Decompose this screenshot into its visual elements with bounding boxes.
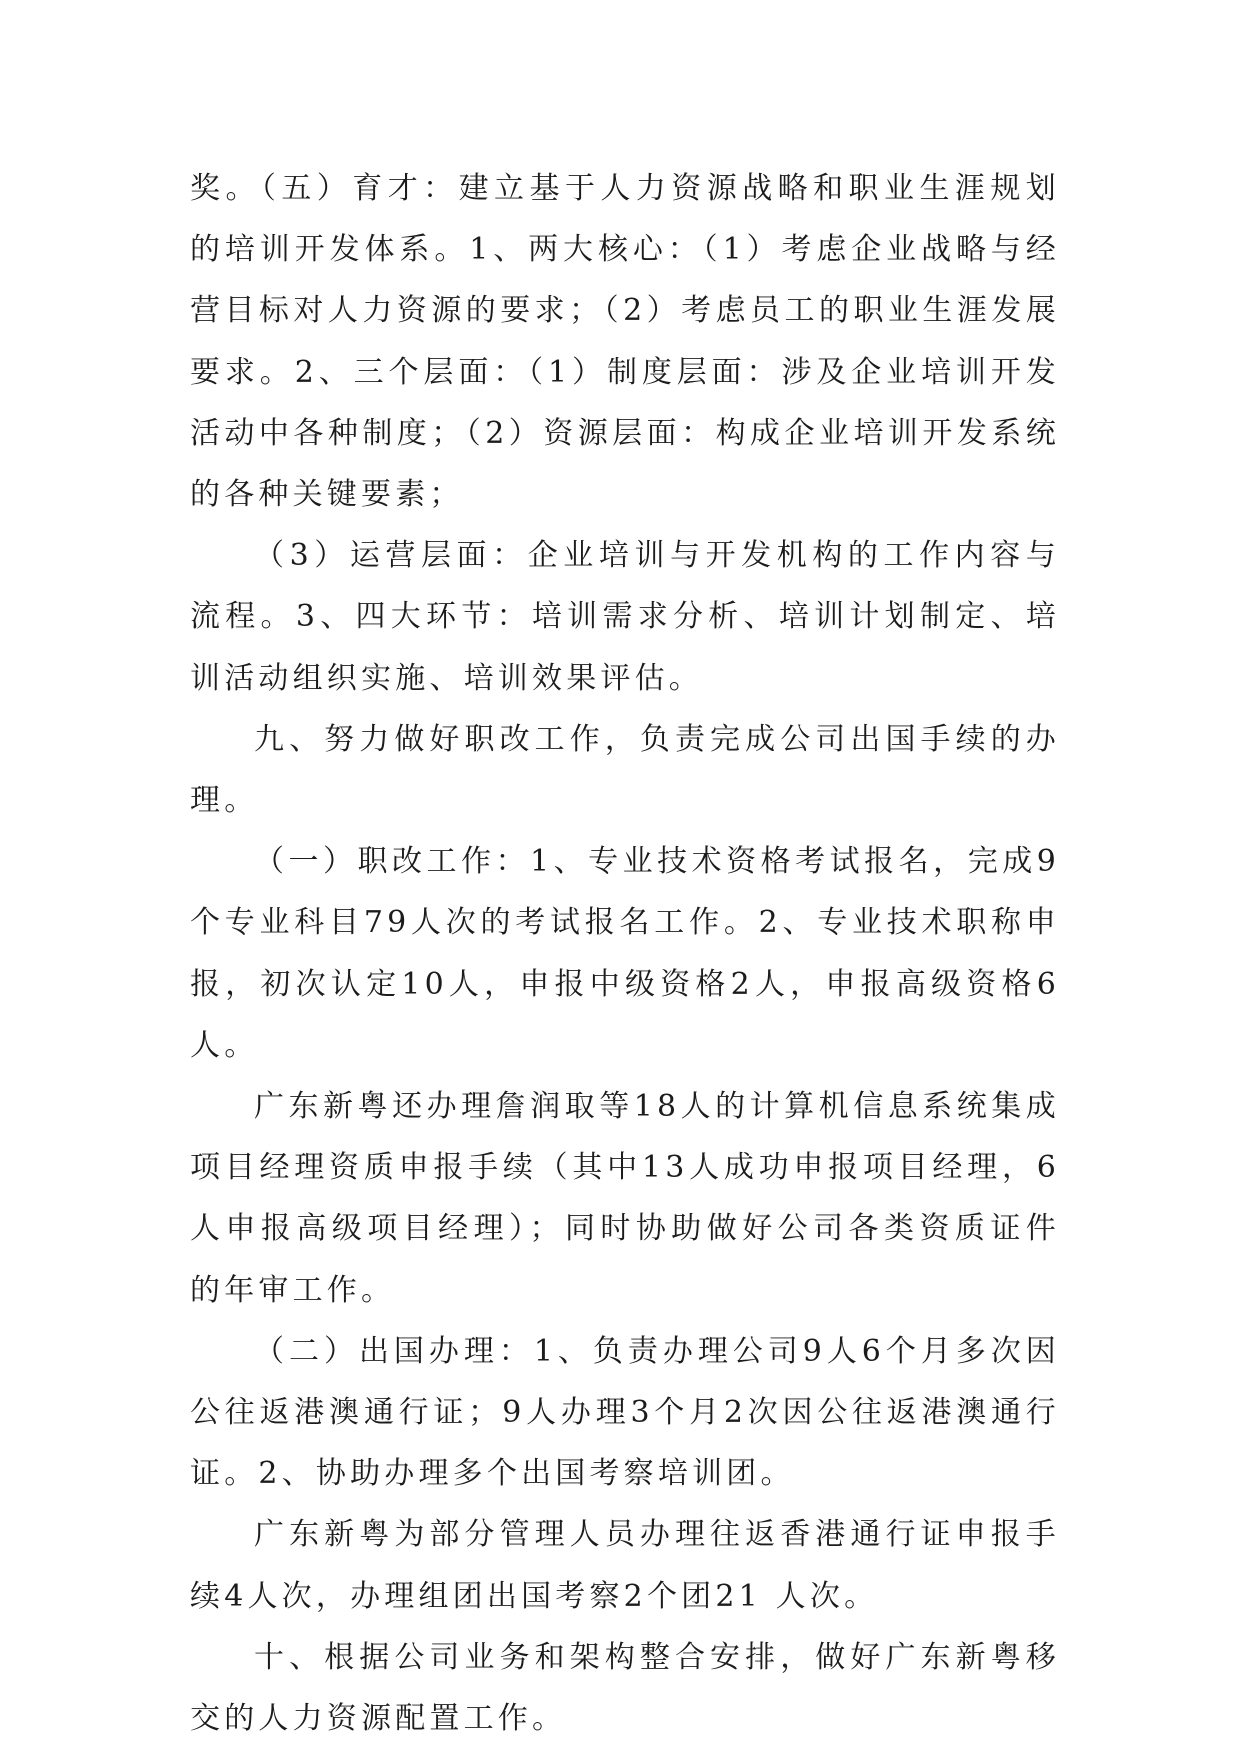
paragraph-4: （一）职改工作：1、专业技术资格考试报名，完成9个专业科目79人次的考试报名工作。2、专业技术职称申报，初次认定10人，申报中级资格2人，申报高级资格6人。: [190, 844, 1060, 1063]
paragraph-8: 十、根据公司业务和架构整合安排，做好广东新粤移交的人力资源配置工作。: [190, 1639, 1060, 1737]
paragraph-1: 奖。（五）育才：建立基于人力资源战略和职业生涯规划的培训开发体系。1、两大核心：（1）考虑企业战略与经营目标对人力资源的要求；（2）考虑员工的职业生涯发展要求。2、三个层面：（1）制度层面：涉及企业培训开发活动中各种制度；（2）资源层面：构成企业培训开发系统的各种关键要素；: [190, 171, 1060, 513]
document-body: [190, 158, 1060, 1749]
paragraph-7: 广东新粤为部分管理人员办理往返香港通行证申报手续4人次，办理组团出国考察2个团21 人次。: [190, 1517, 1060, 1614]
paragraph-6: （二）出国办理：1、负责办理公司9人6个月多次因公往返港澳通行证；9人办理3个月2次因公往返港澳通行证。2、协助办理多个出国考察培训团。: [190, 1333, 1060, 1492]
paragraph-2: （3）运营层面：企业培训与开发机构的工作内容与流程。3、四大环节：培训需求分析、培训计划制定、培训活动组织实施、培训效果评估。: [190, 538, 1060, 696]
paragraph-5: 广东新粤还办理詹润取等18人的计算机信息系统集成项目经理资质申报手续（其中13人成功申报项目经理，6人申报高级项目经理）；同时协助做好公司各类资质证件的年审工作。: [190, 1089, 1060, 1308]
paragraph-3: 九、努力做好职改工作，负责完成公司出国手续的办理。: [190, 721, 1060, 819]
